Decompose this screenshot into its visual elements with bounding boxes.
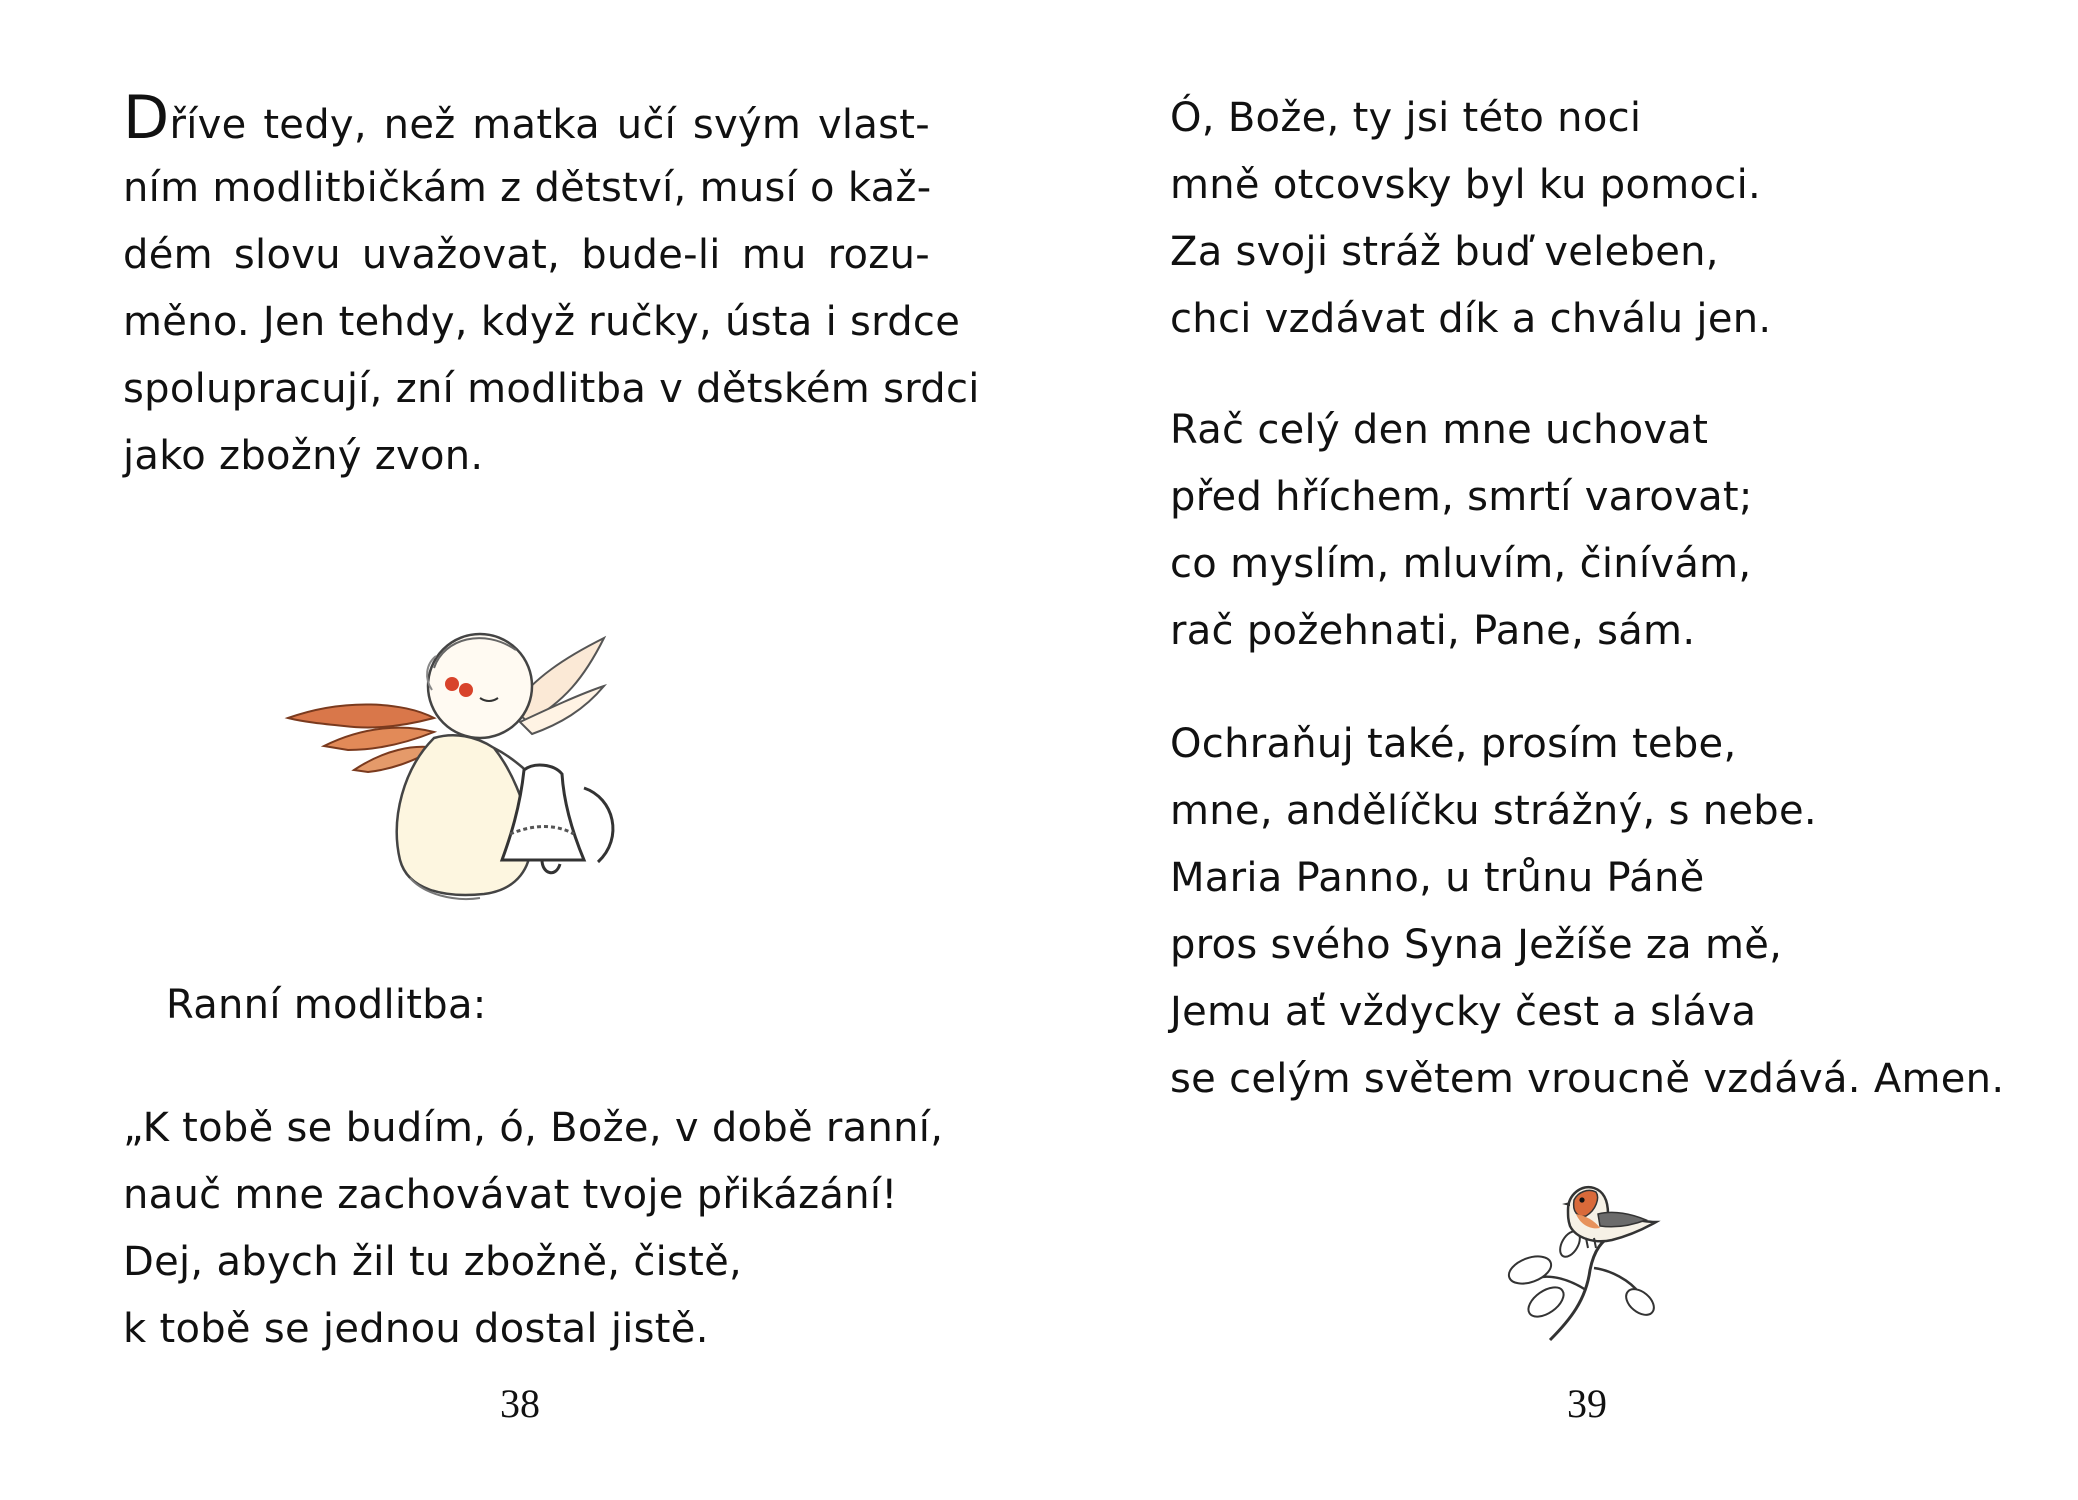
prayer-title: Ranní modlitba: xyxy=(166,982,487,1028)
page-number-left: 38 xyxy=(500,1381,540,1426)
prayer-line-2: nauč mne zachovávat tvoje přikázání! xyxy=(123,1172,898,1218)
intro-line-2: ním modlitbičkám z dětství, musí o kaž- xyxy=(123,165,932,211)
stanza-3-line-4: pros svého Syna Ježíše za mě, xyxy=(1170,922,1783,968)
stanza-3-line-6: se celým světem vroucně vzdává. Amen. xyxy=(1170,1056,2005,1102)
stanza-1-line-4: chci vzdávat dík a chválu jen. xyxy=(1170,296,1772,342)
stanza-2-line-3: co myslím, mluvím, činívám, xyxy=(1170,541,1752,587)
drop-cap: D xyxy=(123,83,170,153)
stanza-1-line-1: Ó, Bože, ty jsi této noci xyxy=(1170,95,1642,141)
stanza-1-line-3: Za svoji stráž buď veleben, xyxy=(1170,229,1719,275)
intro-line-6: jako zbožný zvon. xyxy=(123,433,484,479)
intro-line-3: dém slovu uvažovat, bude-li mu rozu- xyxy=(123,232,930,278)
intro-line-1 xyxy=(123,83,930,153)
intro-first-rest: říve tedy, než matka učí svým vlast- xyxy=(169,102,930,148)
page-number-right: 39 xyxy=(1567,1381,1607,1426)
right-page xyxy=(1039,0,2078,1500)
stanza-2-line-2: před hříchem, smrtí varovat; xyxy=(1170,474,1753,520)
stanza-3-line-1: Ochraňuj také, prosím tebe, xyxy=(1170,721,1737,767)
stanza-3-line-5: Jemu ať vždycky čest a sláva xyxy=(1170,989,1757,1035)
stanza-1-line-2: mně otcovsky byl ku pomoci. xyxy=(1170,162,1762,208)
prayer-line-1: „K tobě se budím, ó, Bože, v době ranní, xyxy=(123,1105,944,1151)
intro-line-5: spolupracují, zní modlitba v dětském srdci xyxy=(123,366,980,412)
stanza-3-line-3: Maria Panno, u trůnu Páně xyxy=(1170,855,1705,901)
bird-on-branch-icon xyxy=(1490,1170,1670,1350)
stanza-3-line-2: mne, andělíčku strážný, s nebe. xyxy=(1170,788,1817,834)
prayer-line-3: Dej, abych žil tu zbožně, čistě, xyxy=(123,1239,743,1285)
prayer-line-4: k tobě se jednou dostal jistě. xyxy=(123,1306,709,1352)
stanza-2-line-1: Rač celý den mne uchovat xyxy=(1170,407,1709,453)
angel-with-bell-icon xyxy=(284,598,654,908)
stanza-2-line-4: rač požehnati, Pane, sám. xyxy=(1170,608,1696,654)
intro-line-4: měno. Jen tehdy, když ručky, ústa i srdce xyxy=(123,299,961,345)
